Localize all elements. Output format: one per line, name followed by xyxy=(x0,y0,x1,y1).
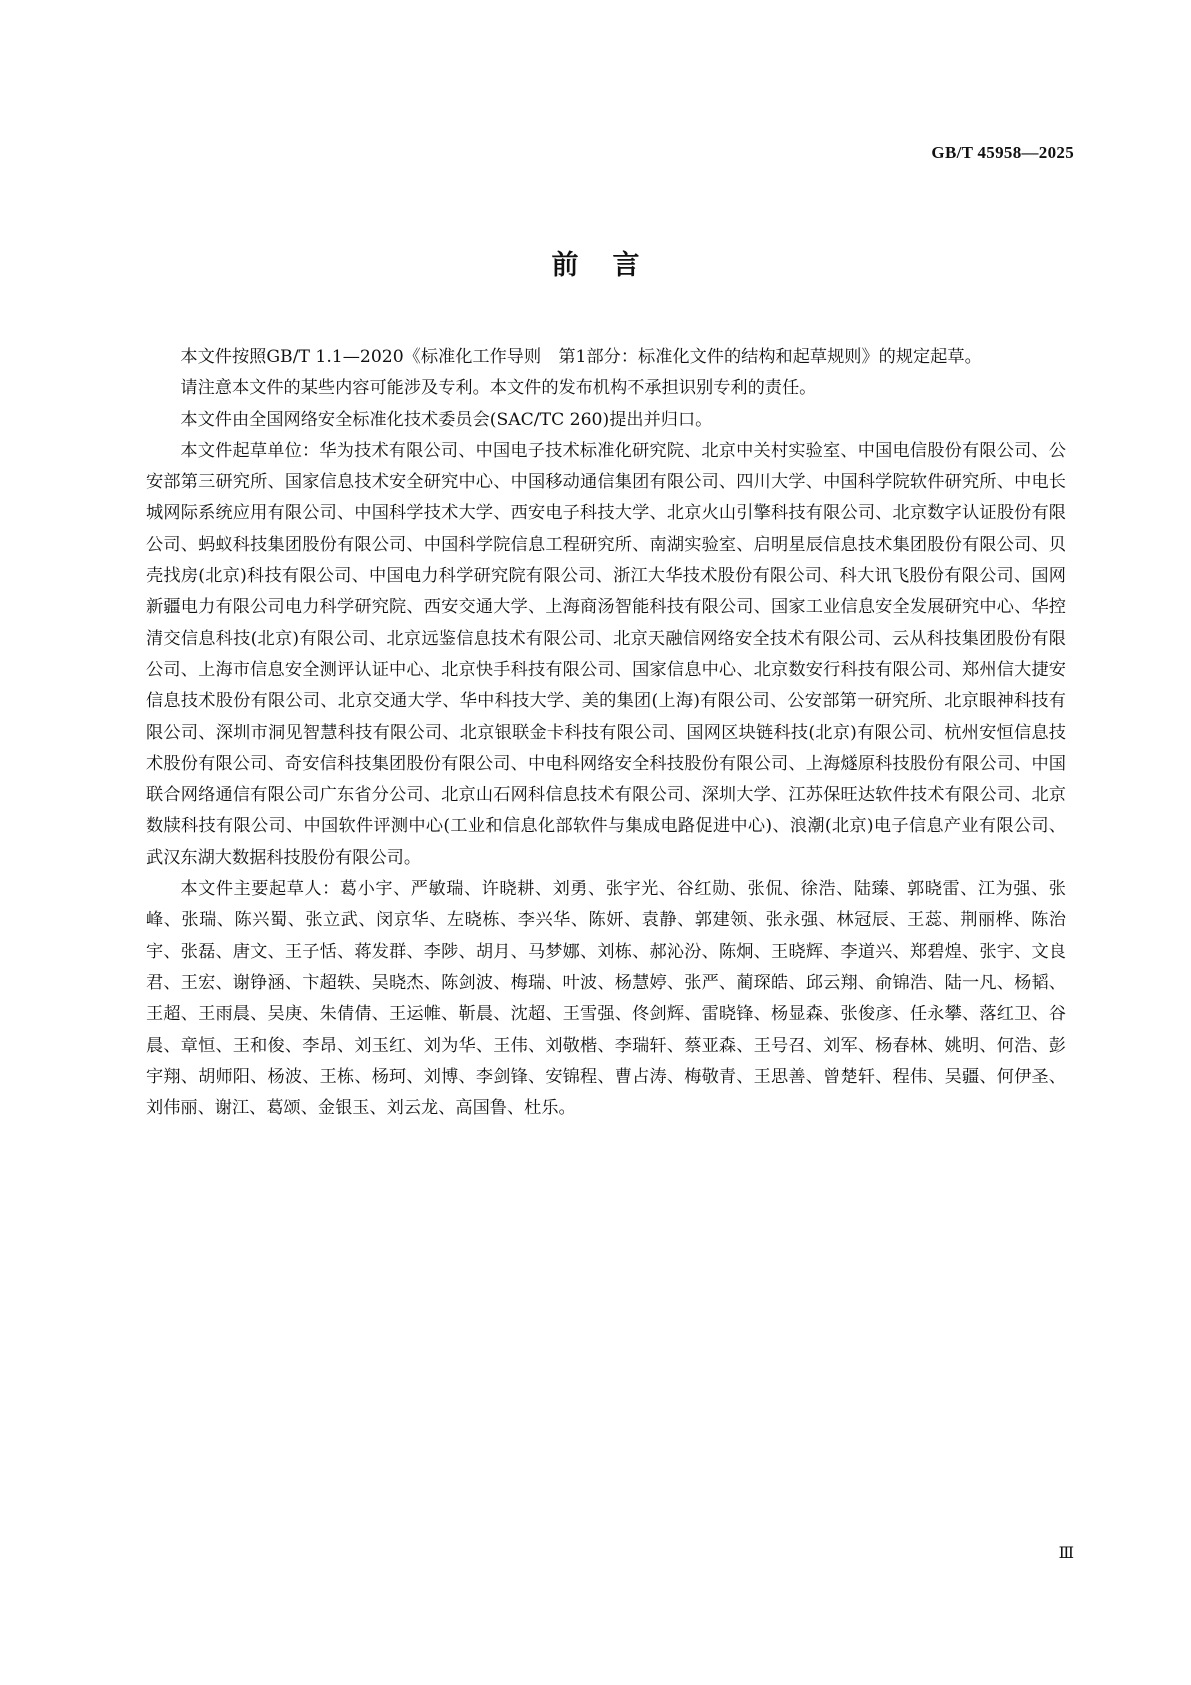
paragraph-patent-notice: 请注意本文件的某些内容可能涉及专利。本文件的发布机构不承担识别专利的责任。 xyxy=(180,378,817,399)
paragraph-proposer: 本文件由全国网络安全标准化技术委员会(SAC/TC 260)提出并归口。 xyxy=(180,409,713,430)
page-number: Ⅲ xyxy=(1058,1545,1074,1562)
paragraph-drafting-rules: 本文件按照GB/T 1.1—2020《标准化工作导则 第1部分：标准化文件的结构和起草规则》的规定起草。 xyxy=(180,347,982,367)
paragraph-main-drafters: 本文件主要起草人：葛小宇、严敏瑞、许晓耕、刘勇、张宇光、谷红勋、张侃、徐浩、陆臻、郭晓雷、江为强、张峰、张瑞、陈兴蜀、张立武、闵京华、左晓栋、李兴华、陈妍、袁静、郭建领、张永强、林冠辰、王蕊、荆丽桦、陈治宇、张磊、唐文、王子恬、蒋发群、李陟、胡月、马梦娜、刘栋、郝沁汾、陈炯、王晓辉、李道兴、郑碧煌、张宇、文良君、王宏、谢铮涵、卞超轶、吴晓杰、陈剑波、梅瑞、叶波、杨慧婷、张严、蔺琛皓、邱云翔、俞锦浩、陆一凡、杨韬、王超、王雨晨、吴庚、朱倩倩、王运帷、靳晨、沈超、王雪强、佟剑辉、雷晓锋、杨显森、张俊彦、任永攀、落红卫、谷晨、章恒、王和俊、李昂、刘玉红、刘为华、王伟、刘敬楷、李瑞轩、蔡亚森、王号召、刘军、杨春林、姚明、何浩、彭宇翔、胡师阳、杨波、王栋、杨珂、刘博、李剑锋、安锦程、曹占涛、梅敬青、王思善、曾楚轩、程伟、吴疆、何伊圣、刘伟丽、谢江、葛颂、金银玉、刘云龙、高国鲁、杜乐。 xyxy=(146,879,1066,1119)
paragraph-drafting-units: 本文件起草单位：华为技术有限公司、中国电子技术标准化研究院、北京中关村实验室、中国电信股份有限公司、公安部第三研究所、国家信息技术安全研究中心、中国移动通信集团有限公司、四川大学、中国科学院软件研究所、中电长城网际系统应用有限公司、中国科学技术大学、西安电子科技大学、北京火山引擎科技有限公司、北京数字认证股份有限公司、蚂蚁科技集团股份有限公司、中国科学院信息工程研究所、南湖实验室、启明星辰信息技术集团股份有限公司、贝壳找房(北京)科技有限公司、中国电力科学研究院有限公司、浙江大华技术股份有限公司、科大讯飞股份有限公司、国网新疆电力有限公司电力科学研究院、西安交通大学、上海商汤智能科技有限公司、国家工业信息安全发展研究中心、华控清交信息科技(北京)有限公司、北京远鉴信息技术有限公司、北京天融信网络安全技术有限公司、云从科技集团股份有限公司、上海市信息安全测评认证中心、北京快手科技有限公司、国家信息中心、北京数安行科技有限公司、郑州信大捷安信息技术股份有限公司、北京交通大学、华中科技大学、美的集团(上海)有限公司、公安部第一研究所、北京眼神科技有限公司、深圳市洞见智慧科技有限公司、北京银联金卡科技有限公司、国网区块链科技(北京)有限公司、杭州安恒信息技术股份有限公司、奇安信科技集团股份有限公司、中电科网络安全科技股份有限公司、上海燧原科技股份有限公司、中国联合网络通信有限公司广东省分公司、北京山石网科信息技术有限公司、深圳大学、江苏保旺达软件技术有限公司、北京数牍科技有限公司、中国软件评测中心(工业和信息化部软件与集成电路促进中心)、浪潮(北京)电子信息产业有限公司、武汉东湖大数据科技股份有限公司。 xyxy=(146,440,1066,868)
standard-code: GB/T 45958—2025 xyxy=(931,143,1074,162)
page-title: 前言 xyxy=(551,250,674,281)
foreword-body xyxy=(146,342,1066,1124)
